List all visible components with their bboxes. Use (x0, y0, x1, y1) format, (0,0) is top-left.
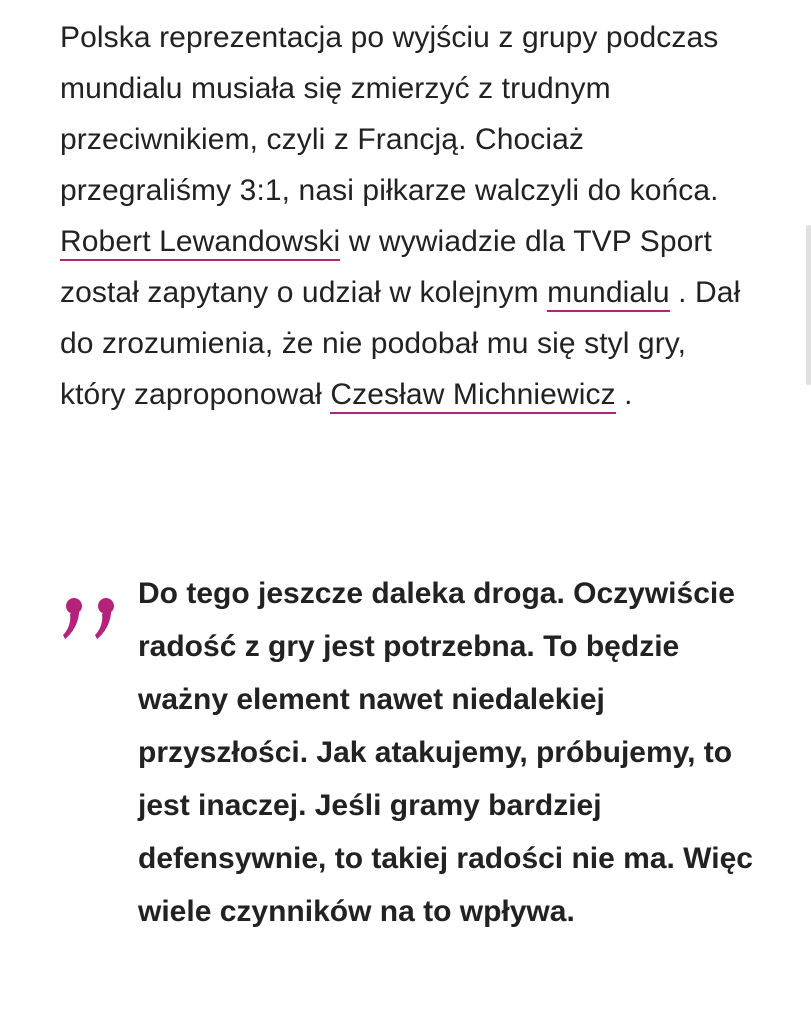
scrollbar[interactable] (806, 225, 811, 385)
article-body (60, 12, 760, 420)
link-czeslaw-michniewicz[interactable]: Czesław Michniewicz (330, 378, 615, 414)
quote-mark-icon (60, 567, 130, 637)
link-mundial[interactable]: mundialu (547, 276, 670, 312)
quote-mark-icon-svg (60, 584, 124, 648)
paragraph-text-1: Polska reprezentacja po wyjściu z grupy podczas mundialu musiała się zmierzyć z trudnym przeciwnikiem, czyli z Francją. Chociaż przegraliśmy 3:1, nasi piłkarze walczyli do końca. (60, 21, 719, 207)
paragraph-text-4: . (615, 378, 633, 411)
quote-text: Do tego jeszcze daleka droga. Oczywiście radość z gry jest potrzebna. To będzie ważny element nawet niedalekiej przyszłości. Jak atakujemy, próbujemy, to jest inaczej. Jeśli gramy bardziej defensywnie, to takiej radości nie ma. Więc wiele czynników na to wpływa. (138, 577, 753, 928)
paragraph-text-2: w wywiadzie dla TVP Sport został zapytany o udział w kolejnym (60, 225, 712, 309)
paragraph-text-3: . Dał do zrozumienia, że nie podobał mu się styl gry, który zaproponował (60, 276, 741, 411)
article-paragraph (60, 12, 760, 420)
link-robert-lewandowski[interactable]: Robert Lewandowski (60, 225, 340, 261)
